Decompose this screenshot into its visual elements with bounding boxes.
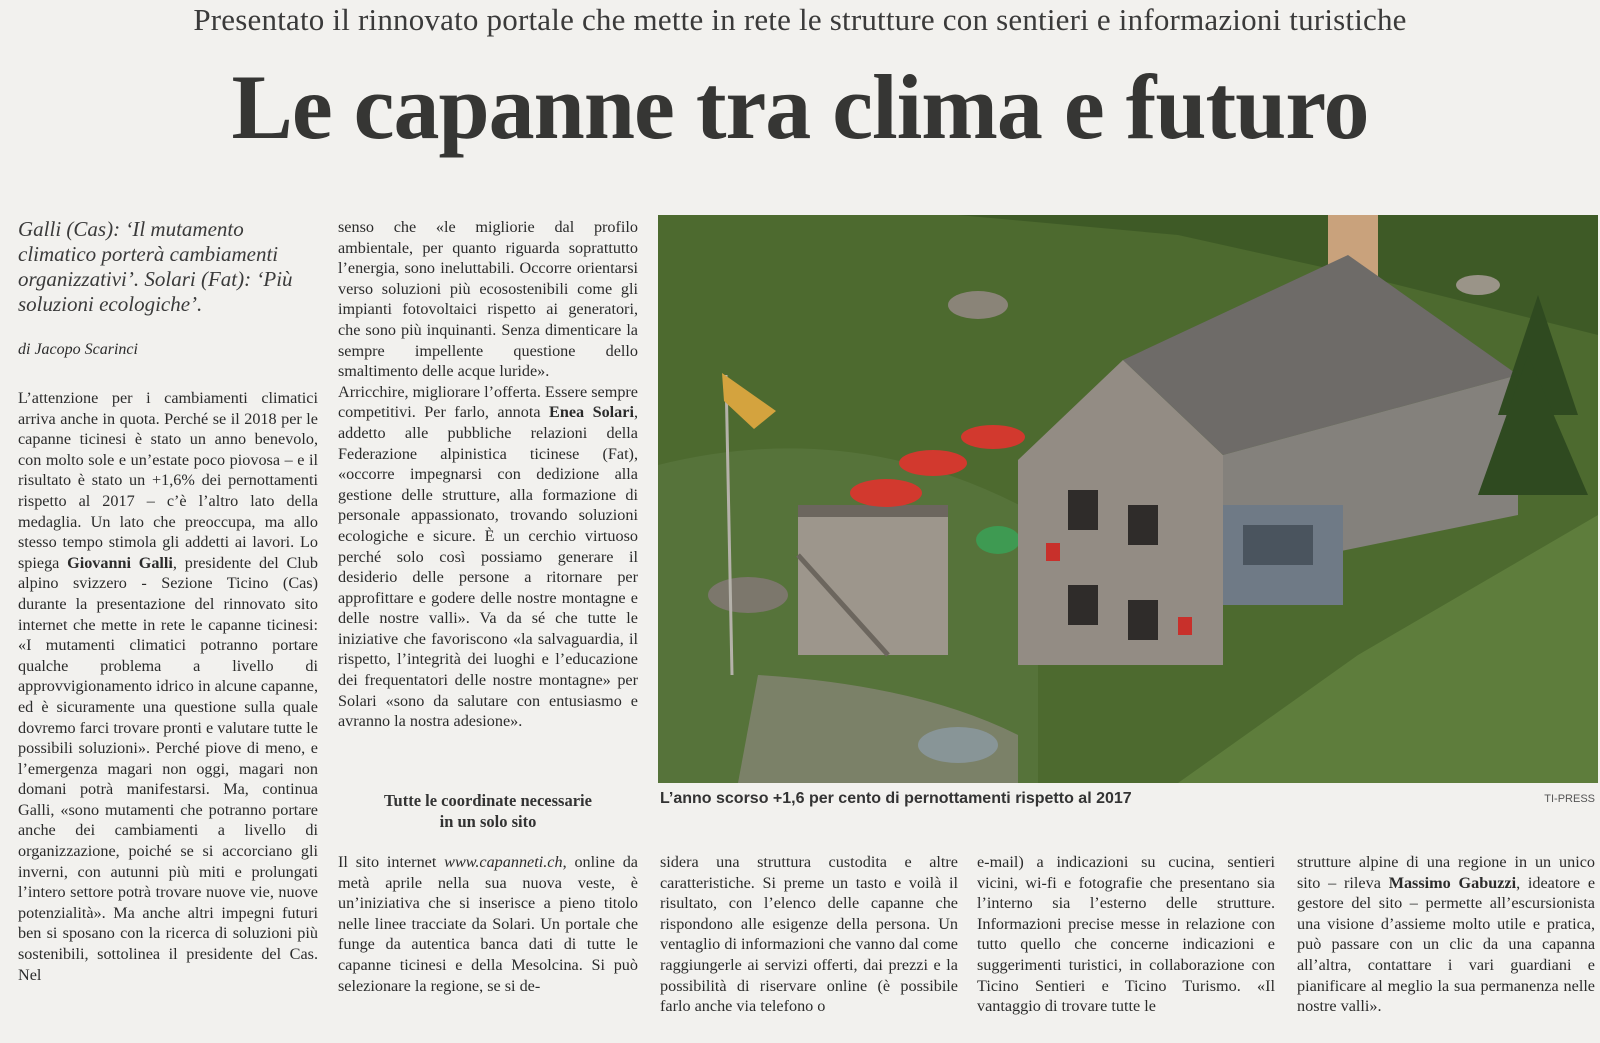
photo-credit: TI-PRESS (1544, 793, 1595, 805)
subheading-line: in un solo sito (439, 812, 537, 831)
headline: Le capanne tra clima e futuro (231, 56, 1369, 158)
byline: di Jacopo Scarinci (18, 341, 138, 358)
paragraph (338, 382, 638, 732)
text: , ideatore e gestore del sito – permette all’escursionista una visione d’assieme molto utile e pratica, può passare con un clic da una capanna all’altra, contattare i vari guardiani e pianificare al meglio la sua permanenza nelle nostre valli». (1297, 873, 1595, 1016)
article-column-1 (18, 388, 318, 985)
photo-mountain-hut (658, 215, 1598, 783)
paragraph (1297, 852, 1595, 1017)
person-name: Enea Solari (549, 403, 634, 422)
paragraph: senso che «le migliorie dal profilo ambientale, per quanto riguarda soprattutto l’energia, sono ineluttabili. Occorre orientarsi verso soluzioni più ecosostenibili come gli impianti fotovoltaici rispetto ai generatori, che sono più inquinanti. Senza dimenticare la sempre impellente questione dello smaltimento delle acque luride». (338, 218, 638, 381)
paragraph: e-mail) a indicazioni su cucina, sentieri vicini, wi-fi e fotografie che presentano sia l’interno sia l’esterno delle strutture. Informazioni precise messe in relazione con tutto quello che concerne indicazioni e suggerimenti turistici, in collaborazione con Ticino Sentieri e Ticino Turismo. «Il vantaggio di trovare tutte le (977, 853, 1275, 1016)
photo-illustration (658, 215, 1598, 783)
subheading-line: Tutte le coordinate necessarie (384, 791, 592, 810)
text: L’attenzione per i cambiamenti climatici arriva anche in quota. Perché se il 2018 per le capanne ticinesi è stato un anno benevolo, con molto sole e un’estate poco piovosa – e il risultato è stato un +1,6% dei pernottamenti rispetto al 2017 – c’è l’altro lato della medaglia. Un lato che preoccupa, ma allo stesso tempo stimola gli addetti ai lavori. Lo spiega (18, 389, 318, 572)
person-name: Giovanni Galli (67, 553, 173, 572)
article-column-2b (338, 852, 638, 996)
article-column-2 (338, 217, 638, 732)
article-column-4 (977, 852, 1275, 1017)
photo-caption: L’anno scorso +1,6 per cento di pernottamenti rispetto al 2017 (660, 790, 1132, 807)
subheading (338, 790, 638, 832)
text: , presidente del Club alpino svizzero - Sezione Ticino (Cas) durante la presentazione del rinnovato sito internet che mette in rete le capanne ticinesi: «I mutamenti climatici potranno portare qualche problema a livello di approvvigionamento idrico in alcune capanne, ed è sicuramente una questione sulla quale dovremo farci trovare pronti e valutare tutte le possibili soluzioni». Perché piove di meno, e l’emergenza magari non oggi, magari non domani potrà manifestarsi. Ma, continua Galli, «sono mutamenti che potranno portare anche dei cambiamenti a livello di organizzazione, poiché se si accorciano gli inverni, con autunni più miti e prolungati l’intero settore potrà trovare nuove vie, nuove potenzialità». Ma anche altri impegni futuri ben si sposano con la ricerca di soluzioni più sostenibili, sottolinea il presidente del Cas. Nel (18, 553, 318, 984)
text: Il sito internet (338, 853, 445, 871)
website-url: www.capanneti.ch (444, 853, 563, 871)
text: , online da metà aprile nella sua nuova veste, è un’iniziativa che si inserisce a pieno titolo nelle linee tracciate da Solari. Un portale che funge da autentica banca dati di tutte le capanne ticinesi e della Mesolcina. Si può selezionare la regione, se si de- (338, 853, 638, 995)
article-column-5 (1297, 852, 1595, 1017)
paragraph: sidera una struttura custodita e altre caratteristiche. Si preme un tasto e voilà il risultato, con l’elenco delle capanne che rispondono alle esigenze della persona. Un ventaglio di informazioni che vanno dal come raggiungerle ai servizi offerti, dai prezzi e la possibilità di riservare online (è possibile farlo anche via telefono o (660, 853, 958, 1016)
text: Arricchire, migliorare l’offerta. Essere sempre competitivi. Per farlo, annota (338, 382, 638, 422)
person-name: Massimo Gabuzzi (1388, 873, 1517, 892)
text: strutture alpine di una regione in un unico sito – rileva (1297, 853, 1595, 892)
paragraph (338, 852, 638, 996)
kicker: Presentato il rinnovato portale che mette in rete le strutture con sentieri e informazioni turistiche (193, 2, 1407, 37)
summary: Galli (Cas): ‘Il mutamento climatico porterà cambiamenti organizzativi’. Solari (Fat): ‘Più soluzioni ecologiche’. (18, 217, 293, 316)
text: , addetto alle pubbliche relazioni della Federazione alpinistica ticinese (Fat), «occorre impegnarsi con dedizione alla gestione delle strutture, alla formazione di personale appassionato, trovando soluzioni ecologiche e sicure. È un cerchio virtuoso perché solo così possiamo generare il desiderio delle persone a ritornare per approfittare e godere delle nostre montagne e delle nostre valli». Va da sé che tutte le iniziative che favoriscono «la salvaguardia, il rispetto, l’integrità dei luoghi e l’educazione dei frequentatori delle nostre montagne» per Solari «sono da salutare con entusiasmo e avranno la nostra adesione». (338, 403, 639, 731)
paragraph (18, 388, 318, 985)
article-column-3 (660, 852, 958, 1017)
